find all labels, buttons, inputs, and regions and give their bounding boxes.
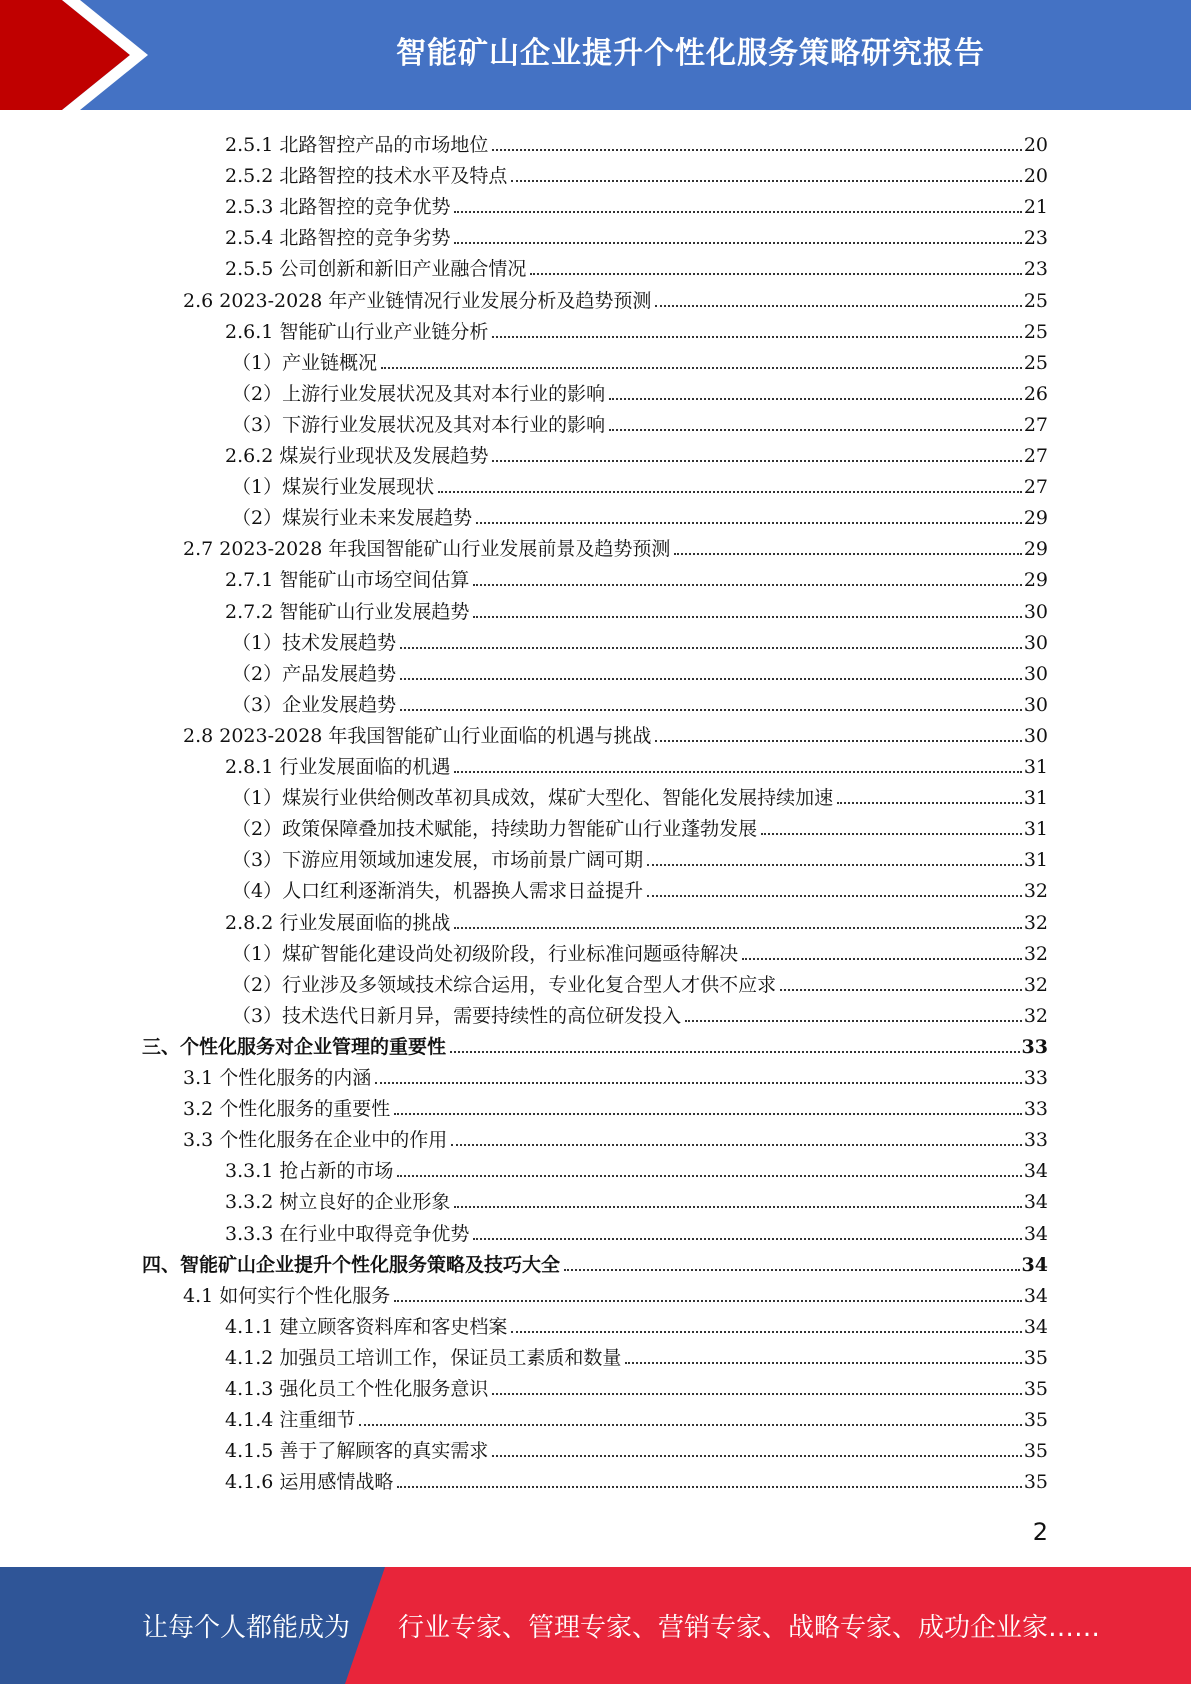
toc-entry-page: 29 [1023,538,1048,561]
toc-entry-title: 2.7 2023-2028 年我国智能矿山行业发展前景及趋势预测 [183,538,671,561]
toc-dot-leader [397,1175,1021,1177]
toc-entry[interactable] [232,655,1048,686]
toc-entry[interactable] [183,530,1048,561]
toc-entry[interactable] [232,624,1048,655]
toc-dot-leader [473,584,1021,586]
toc-entry-title: （1）产业链概况 [232,351,378,374]
toc-entry-page: 33 [1023,1129,1048,1152]
toc-entry-page: 31 [1023,818,1048,841]
toc-entry-page: 23 [1023,227,1048,250]
toc-dot-leader [511,1331,1021,1333]
toc-entry-page: 31 [1023,849,1048,872]
footer-slogan-left: 让每个人都能成为 [142,1613,351,1643]
toc-dot-leader [454,927,1021,929]
toc-entry-title: （4）人口红利逐渐消失，机器换人需求日益提升 [232,880,644,903]
toc-dot-leader [450,1051,1020,1053]
toc-entry-page: 30 [1023,631,1048,654]
toc-entry-title: 2.8.2 行业发展面临的挑战 [225,911,451,934]
toc-dot-leader [397,1486,1021,1488]
toc-dot-leader [492,1393,1021,1395]
toc-entry[interactable] [183,282,1048,313]
toc-entry-page: 26 [1023,382,1048,405]
toc-entry-title: 4.1.6 运用感情战略 [225,1471,394,1494]
toc-entry-title: 三、个性化服务对企业管理的重要性 [142,1035,447,1058]
toc-dot-leader [394,1113,1022,1115]
toc-entry-title: 3.3 个性化服务在企业中的作用 [183,1129,448,1152]
toc-dot-leader [492,1455,1021,1457]
toc-entry-title: 3.3.2 树立良好的企业形象 [225,1191,451,1214]
toc-entry-page: 35 [1023,1346,1048,1369]
toc-entry[interactable] [225,1183,1048,1214]
toc-dot-leader [359,1424,1021,1426]
toc-entry[interactable] [225,1401,1048,1432]
toc-entry-title: （3）下游行业发展状况及其对本行业的影响 [232,413,606,436]
toc-entry-title: 2.6.2 煤炭行业现状及发展趋势 [225,445,489,467]
toc-entry[interactable] [232,779,1048,810]
toc-entry-title: （3）下游应用领域加速发展，市场前景广阔可期 [232,849,644,872]
toc-entry-title: 3.2 个性化服务的重要性 [183,1098,391,1121]
toc-dot-leader [454,771,1021,773]
toc-entry[interactable] [232,468,1048,499]
toc-dot-leader [492,149,1021,151]
toc-entry[interactable] [225,1339,1048,1370]
toc-dot-leader [451,1144,1022,1146]
toc-entry-page: 30 [1023,693,1048,716]
toc-entry-page: 34 [1023,1284,1048,1307]
toc-entry-page: 34 [1021,1253,1048,1276]
toc-entry-page: 27 [1023,476,1048,499]
toc-dot-leader [655,305,1021,307]
toc-entry[interactable] [225,313,1048,344]
toc-entry-page: 31 [1023,756,1048,778]
toc-entry-page: 32 [1023,911,1048,934]
toc-dot-leader [400,647,1022,649]
toc-entry[interactable] [225,1370,1048,1401]
toc-entry-page: 34 [1023,1222,1048,1245]
toc-entry-page: 21 [1023,196,1048,219]
toc-entry-title: （1）煤炭行业供给侧改革初具成效，煤矿大型化、智能化发展持续加速 [232,787,834,810]
toc-entry[interactable] [225,219,1048,250]
toc-dot-leader [609,398,1022,400]
toc-entry[interactable] [232,810,1048,841]
toc-entry[interactable] [232,841,1048,872]
toc-entry[interactable] [225,904,1048,935]
toc-dot-leader [780,989,1022,991]
toc-entry-title: 4.1.3 强化员工个性化服务意识 [225,1378,489,1400]
toc-dot-leader [381,367,1022,369]
toc-entry-title: （2）政策保障叠加技术赋能，持续助力智能矿山行业蓬勃发展 [232,818,758,841]
toc-entry-page: 32 [1023,1004,1048,1027]
toc-dot-leader [685,1020,1022,1022]
toc-dot-leader [530,273,1021,275]
toc-entry-title: 2.5.3 北路智控的竞争优势 [225,196,451,219]
toc-entry-page: 25 [1023,351,1048,374]
toc-entry-page: 32 [1023,880,1048,903]
toc-entry[interactable] [183,1090,1048,1121]
toc-entry-page: 27 [1023,413,1048,436]
toc-entry-page: 34 [1023,1160,1048,1183]
toc-entry-title: （2）行业涉及多领域技术综合运用，专业化复合型人才供不应求 [232,973,777,996]
toc-entry[interactable] [232,406,1048,437]
footer-slogan-right: 行业专家、管理专家、营销专家、战略专家、成功企业家…… [398,1613,1101,1643]
toc-entry-title: 4.1 如何实行个性化服务 [183,1284,391,1307]
toc-entry-page: 25 [1023,289,1048,312]
page-header [0,0,1191,110]
toc-entry-page: 35 [1023,1409,1048,1432]
toc-entry-title: 3.1 个性化服务的内涵 [183,1067,372,1089]
toc-entry-page: 31 [1023,787,1048,810]
toc-dot-leader [394,1300,1022,1302]
toc-entry-title: （2）产品发展趋势 [232,662,397,685]
toc-entry-title: （3）企业发展趋势 [232,693,397,716]
toc-entry-page: 25 [1023,320,1048,343]
toc-entry[interactable] [232,935,1048,966]
toc-entry[interactable] [225,1463,1048,1494]
toc-dot-leader [492,460,1021,462]
toc-dot-leader [837,802,1022,804]
toc-entry-title: （2）煤炭行业未来发展趋势 [232,507,473,530]
toc-dot-leader [473,1238,1021,1240]
toc-dot-leader [625,1362,1021,1364]
toc-entry-title: 2.5.2 北路智控的技术水平及特点 [225,165,508,188]
toc-entry[interactable] [232,872,1048,903]
toc-entry-title: （1）煤炭行业发展现状 [232,476,435,499]
toc-entry-page: 35 [1023,1471,1048,1494]
toc-entry-title: 2.5.5 公司创新和新旧产业融合情况 [225,258,527,281]
toc-entry[interactable] [232,344,1048,375]
toc-dot-leader [655,740,1021,742]
toc-entry-page: 32 [1023,973,1048,996]
page-footer [0,1567,1191,1684]
toc-entry[interactable] [142,1028,1048,1059]
toc-entry-page: 33 [1023,1098,1048,1121]
toc-dot-leader [492,336,1021,338]
toc-entry-page: 29 [1023,569,1048,592]
toc-entry-page: 33 [1021,1035,1048,1058]
toc-entry-page: 30 [1023,724,1048,747]
toc-entry[interactable] [225,561,1048,592]
toc-entry-title: 4.1.2 加强员工培训工作，保证员工素质和数量 [225,1346,622,1369]
toc-entry[interactable] [225,1308,1048,1339]
toc-dot-leader [454,1206,1021,1208]
toc-entry[interactable] [232,966,1048,997]
toc-entry-page: 30 [1023,600,1048,623]
toc-entry[interactable] [225,593,1048,624]
toc-entry[interactable] [232,686,1048,717]
toc-entry-title: 2.7.1 智能矿山市场空间估算 [225,569,470,592]
toc-entry-title: 2.6 2023-2028 年产业链情况行业发展分析及趋势预测 [183,289,652,312]
toc-entry-title: （3）技术迭代日新月异，需要持续性的高位研发投入 [232,1004,682,1027]
toc-entry-page: 30 [1023,662,1048,685]
toc-entry[interactable] [225,250,1048,281]
toc-entry-title: （1）技术发展趋势 [232,631,397,654]
toc-dot-leader [476,522,1022,524]
toc-dot-leader [473,616,1021,618]
toc-dot-leader [454,211,1021,213]
toc-entry[interactable] [183,1059,1048,1090]
toc-entry-title: 四、智能矿山企业提升个性化服务策略及技巧大全 [142,1253,561,1276]
toc-entry-title: （1）煤矿智能化建设尚处初级阶段，行业标准问题亟待解决 [232,942,739,965]
toc-entry-title: 2.6.1 智能矿山行业产业链分析 [225,320,489,343]
toc-entry[interactable] [232,499,1048,530]
toc-entry[interactable] [225,157,1048,188]
toc-entry-title: 3.3.3 在行业中取得竞争优势 [225,1222,470,1245]
toc-dot-leader [564,1269,1020,1271]
report-title: 智能矿山企业提升个性化服务策略研究报告 [396,36,985,71]
toc-entry-page: 29 [1023,507,1048,530]
toc-entry-page: 35 [1023,1378,1048,1400]
toc-dot-leader [647,895,1022,897]
toc-entry[interactable] [225,1215,1048,1246]
toc-entry-title: 2.5.4 北路智控的竞争劣势 [225,227,451,250]
toc-entry[interactable] [232,375,1048,406]
toc-entry[interactable] [183,1277,1048,1308]
toc-dot-leader [761,833,1022,835]
toc-entry-page: 34 [1023,1315,1048,1338]
toc-entry[interactable] [225,126,1048,157]
toc-entry-title: 2.8 2023-2028 年我国智能矿山行业面临的机遇与挑战 [183,724,652,747]
toc-entry-page: 34 [1023,1191,1048,1214]
toc-dot-leader [400,709,1022,711]
toc-entry-title: 3.3.1 抢占新的市场 [225,1160,394,1183]
toc-dot-leader [400,678,1022,680]
toc-entry-page: 27 [1023,445,1048,467]
toc-entry-page: 32 [1023,942,1048,965]
toc-dot-leader [647,864,1022,866]
toc-entry[interactable] [142,1246,1048,1277]
toc-dot-leader [438,491,1022,493]
toc-entry[interactable] [225,748,1048,779]
toc-entry[interactable] [232,997,1048,1028]
toc-dot-leader [674,553,1021,555]
toc-dot-leader [609,429,1022,431]
toc-entry-title: 2.7.2 智能矿山行业发展趋势 [225,600,470,623]
toc-entry-title: 2.8.1 行业发展面临的机遇 [225,756,451,778]
toc-entry-page: 35 [1023,1440,1048,1463]
toc-entry-title: 4.1.4 注重细节 [225,1409,356,1432]
toc-entry-page: 20 [1023,134,1048,156]
toc-entry-title: 2.5.1 北路智控产品的市场地位 [225,134,489,156]
toc-entry[interactable] [225,437,1048,468]
toc-dot-leader [454,242,1021,244]
toc-entry[interactable] [225,188,1048,219]
toc-entry-title: 4.1.1 建立顾客资料库和客史档案 [225,1315,508,1338]
toc-entry[interactable] [183,1121,1048,1152]
toc-entry-title: （2）上游行业发展状况及其对本行业的影响 [232,382,606,405]
toc-entry[interactable] [225,1152,1048,1183]
toc-dot-leader [742,958,1022,960]
toc-entry-page: 33 [1023,1067,1048,1089]
toc-entry-title: 4.1.5 善于了解顾客的真实需求 [225,1440,489,1463]
toc-dot-leader [375,1082,1022,1084]
page-number: 2 [1032,1518,1048,1546]
toc-entry-page: 20 [1023,165,1048,188]
toc-entry-page: 23 [1023,258,1048,281]
toc-entry[interactable] [225,1432,1048,1463]
toc-dot-leader [511,180,1021,182]
toc-entry[interactable] [183,717,1048,748]
